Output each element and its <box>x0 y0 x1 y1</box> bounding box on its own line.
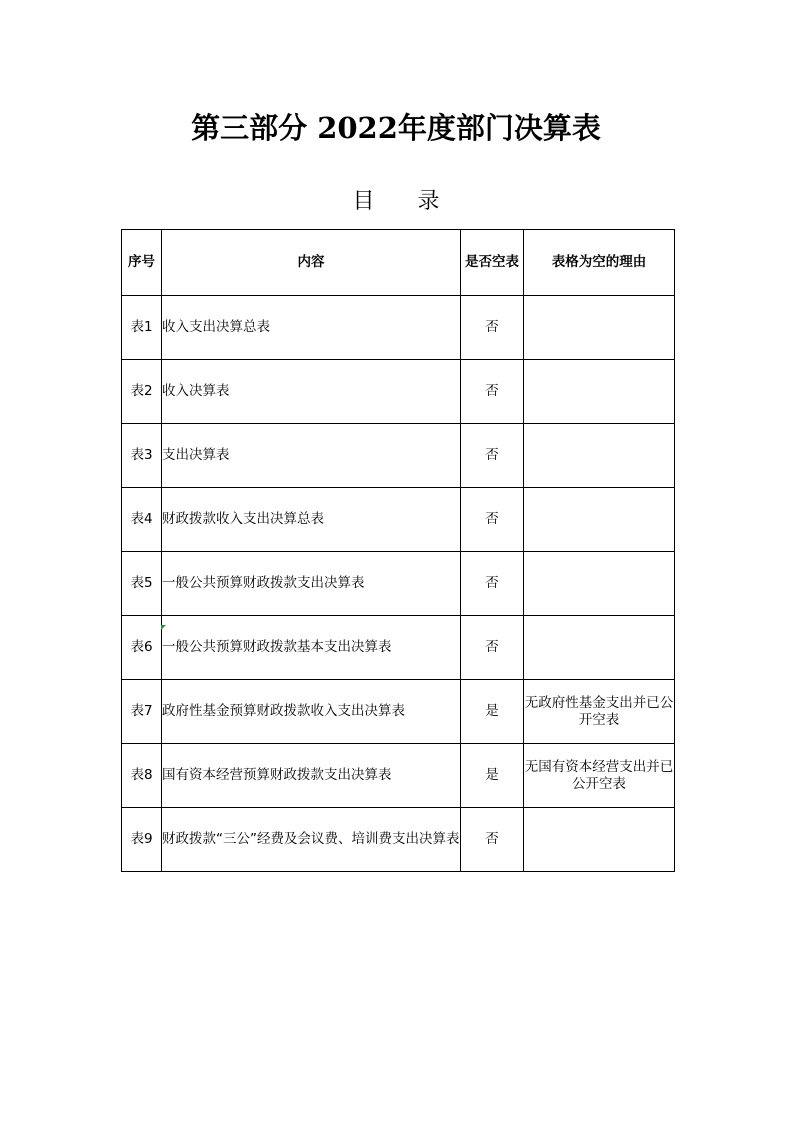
row-is-empty: 是 <box>461 744 524 808</box>
row-reason <box>524 808 675 872</box>
row-is-empty: 否 <box>461 552 524 616</box>
header-reason: 表格为空的理由 <box>524 230 675 296</box>
page-title: 第三部分 2022年度部门决算表 <box>191 111 601 145</box>
cell-comment-marker <box>161 625 166 630</box>
row-seq: 表5 <box>122 552 162 616</box>
row-content: 财政拨款收入支出决算总表 <box>162 488 461 552</box>
row-content: 政府性基金预算财政拨款收入支出决算表 <box>162 680 461 744</box>
table-row <box>122 360 675 424</box>
table-row <box>122 744 675 808</box>
row-reason <box>524 488 675 552</box>
row-seq: 表7 <box>122 680 162 744</box>
row-seq: 表9 <box>122 808 162 872</box>
row-is-empty: 否 <box>461 808 524 872</box>
table-row <box>122 552 675 616</box>
row-reason <box>524 424 675 488</box>
row-seq: 表2 <box>122 360 162 424</box>
row-reason <box>524 552 675 616</box>
row-seq: 表1 <box>122 296 162 360</box>
row-is-empty: 否 <box>461 424 524 488</box>
row-reason: 无国有资本经营支出并已公开空表 <box>524 744 675 808</box>
header-is-empty: 是否空表 <box>461 230 524 296</box>
row-content: 支出决算表 <box>162 424 461 488</box>
row-reason <box>524 296 675 360</box>
row-content: 收入决算表 <box>162 360 461 424</box>
table-row <box>122 296 675 360</box>
row-content: 国有资本经营预算财政拨款支出决算表 <box>162 744 461 808</box>
toc-table <box>121 229 675 872</box>
row-is-empty: 否 <box>461 296 524 360</box>
row-is-empty: 否 <box>461 616 524 680</box>
toc-title: 目 录 <box>352 189 458 214</box>
row-content: 一般公共预算财政拨款支出决算表 <box>162 552 461 616</box>
row-content: 一般公共预算财政拨款基本支出决算表 <box>162 616 461 680</box>
row-is-empty: 是 <box>461 680 524 744</box>
row-seq: 表6 <box>122 616 162 680</box>
row-reason: 无政府性基金支出并已公开空表 <box>524 680 675 744</box>
table-row <box>122 488 675 552</box>
row-seq: 表3 <box>122 424 162 488</box>
table-row <box>122 808 675 872</box>
row-content: 收入支出决算总表 <box>162 296 461 360</box>
table-header-row <box>122 230 675 296</box>
table-row <box>122 680 675 744</box>
header-content: 内容 <box>162 230 461 296</box>
table-row <box>122 424 675 488</box>
row-seq: 表4 <box>122 488 162 552</box>
row-reason <box>524 616 675 680</box>
row-is-empty: 否 <box>461 488 524 552</box>
table-row <box>122 616 675 680</box>
header-seq: 序号 <box>122 230 162 296</box>
row-seq: 表8 <box>122 744 162 808</box>
row-content: 财政拨款“三公”经费及会议费、培训费支出决算表 <box>162 808 461 872</box>
row-reason <box>524 360 675 424</box>
row-is-empty: 否 <box>461 360 524 424</box>
